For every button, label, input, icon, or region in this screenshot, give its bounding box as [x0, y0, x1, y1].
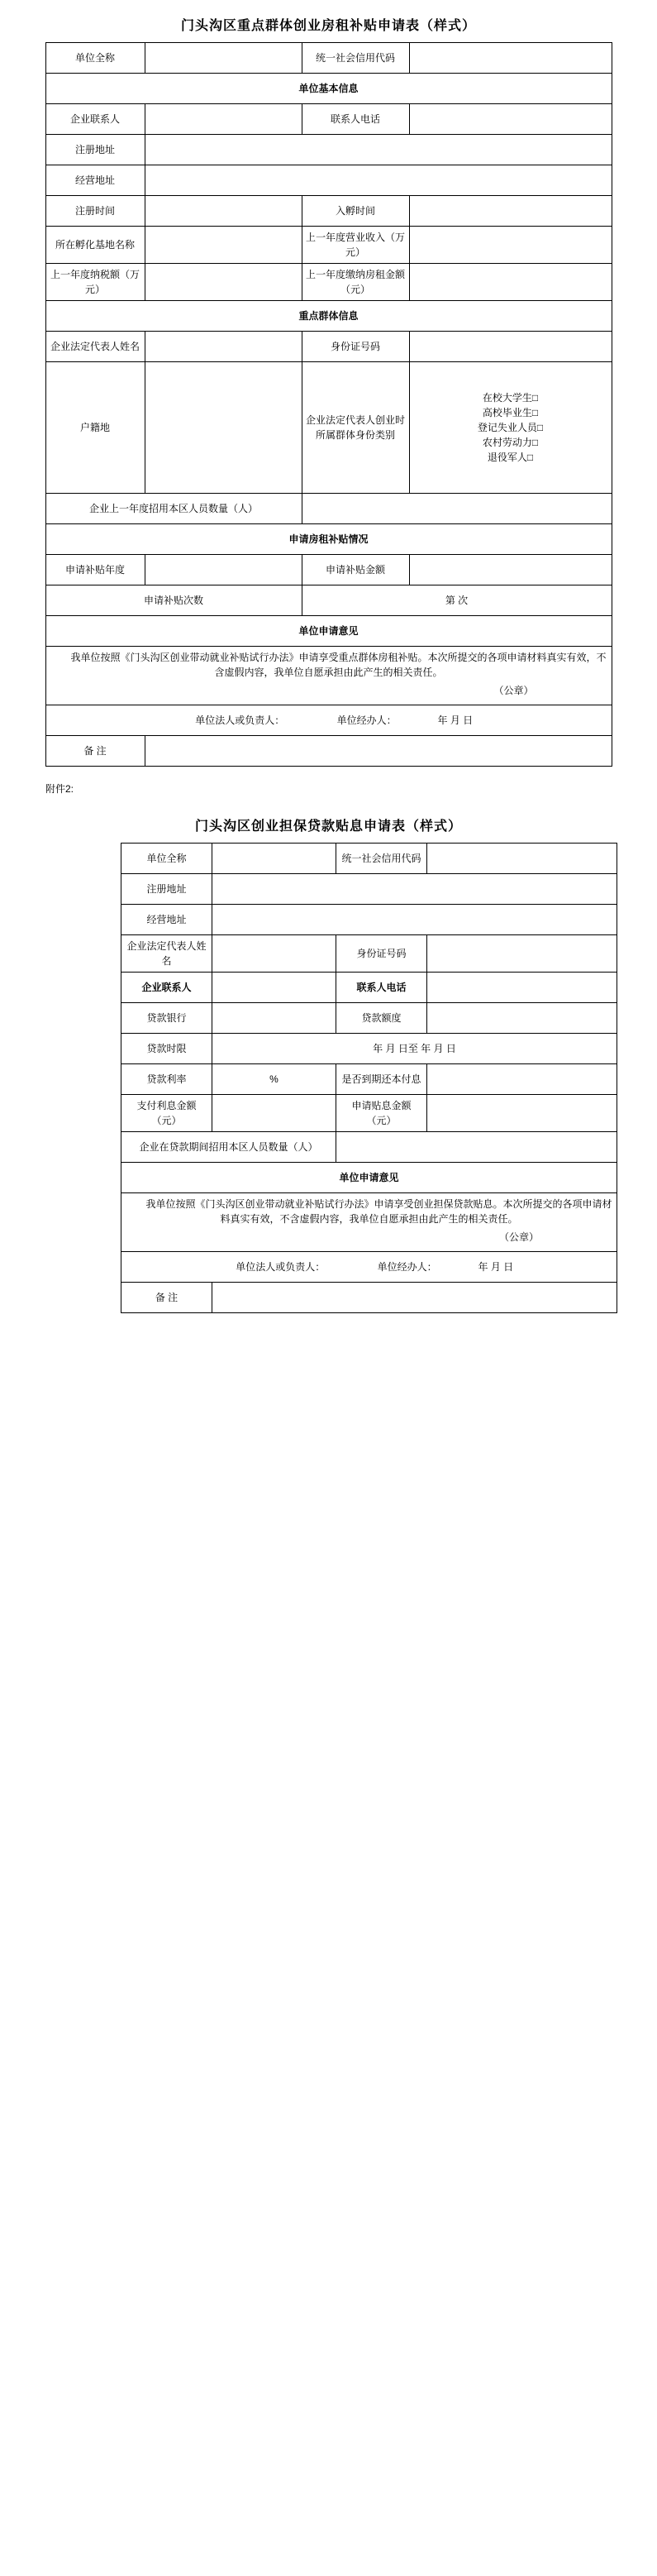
apply-year-value[interactable]: [145, 555, 302, 585]
table-row: [45, 332, 612, 362]
last-year-rent-value[interactable]: [409, 264, 612, 301]
last-year-rent-label: 上一年度缴纳房租金额（元）: [302, 264, 409, 301]
apply-interest-value[interactable]: [427, 1095, 617, 1132]
company-name-label: 单位全称: [45, 43, 145, 74]
table-row: [121, 844, 617, 874]
sign-handler-label: 单位经办人：: [336, 714, 397, 726]
loan-amount-value[interactable]: [427, 1003, 617, 1034]
table-row: [45, 301, 612, 332]
incubate-time-value[interactable]: [409, 196, 612, 227]
due-payment-value[interactable]: [427, 1064, 617, 1095]
table-row: [45, 494, 612, 524]
table-row: [45, 555, 612, 585]
bottom-spacer: [0, 1313, 657, 1341]
loan-bank-label: 贷款银行: [121, 1003, 212, 1034]
reg-address-label: 注册地址: [45, 135, 145, 165]
table-row: [45, 647, 612, 705]
table-row: [45, 43, 612, 74]
table-row: [121, 1163, 617, 1193]
table-row: [121, 1034, 617, 1064]
contact-value[interactable]: [145, 104, 302, 135]
incubate-time-label: 入孵时间: [302, 196, 409, 227]
statement-text: 我单位按照《门头沟区创业带动就业补贴试行办法》申请享受重点群体房租补贴。本次所提交的各项申请材料真实有效，不含虚假内容，我单位自愿承担由此产生的相关责任。: [70, 652, 607, 678]
apply-interest-label: 申请贴息金额（元）: [336, 1095, 427, 1132]
sign-handler-label-2: 单位经办人：: [377, 1261, 437, 1273]
section-apply-rent-subsidy: 申请房租补贴情况: [45, 524, 612, 555]
apply-amount-value[interactable]: [409, 555, 612, 585]
identity-option-2[interactable]: 登记失业人员□: [477, 422, 544, 433]
reg-address-value[interactable]: [145, 135, 612, 165]
section-unit-opinion-2: 单位申请意见: [121, 1163, 617, 1193]
reg-address-label-2: 注册地址: [121, 874, 212, 905]
table-row: [121, 1283, 617, 1313]
contact-value-2[interactable]: [212, 973, 336, 1003]
legal-person-value-2[interactable]: [212, 935, 336, 973]
biz-address-value[interactable]: [145, 165, 612, 196]
hire-count-value[interactable]: [302, 494, 612, 524]
identity-option-4[interactable]: 退役军人□: [487, 452, 534, 463]
table-row: [45, 616, 612, 647]
form-housing-subsidy: [45, 42, 612, 767]
legal-person-label-2: 企业法定代表人姓名: [121, 935, 212, 973]
household-value[interactable]: [145, 362, 302, 494]
household-label: 户籍地: [45, 362, 145, 494]
sign-legal-label-2: 单位法人或负责人：: [236, 1261, 326, 1273]
table-row: [45, 165, 612, 196]
sign-date-label: 年 月 日: [437, 714, 474, 726]
table-row: [121, 973, 617, 1003]
unit-statement: [45, 647, 612, 705]
seal-placeholder-2: （公章）: [498, 1231, 539, 1243]
incubator-label: 所在孵化基地名称: [45, 227, 145, 264]
hire-count-value-2[interactable]: [336, 1132, 617, 1163]
unit-statement-2: [121, 1193, 617, 1252]
page-document-2: [0, 801, 657, 1341]
statement-text-2: 我单位按照《门头沟区创业带动就业补贴试行办法》申请享受创业担保贷款贴息。本次所提交的各项申请材料真实有效，不含虚假内容，我单位自愿承担由此产生的相关责任。: [145, 1198, 612, 1225]
remark-value-2[interactable]: [212, 1283, 617, 1313]
signature-row-2: [121, 1252, 617, 1283]
reg-time-value[interactable]: [145, 196, 302, 227]
section-basic-info: 单位基本信息: [45, 74, 612, 104]
table-row: [45, 104, 612, 135]
credit-code-label-2: 统一社会信用代码: [336, 844, 427, 874]
page-title: 门头沟区重点群体创业房租补贴申请表（样式）: [180, 19, 476, 33]
biz-address-label-2: 经营地址: [121, 905, 212, 935]
contact-label: 企业联系人: [45, 104, 145, 135]
identity-option-3[interactable]: 农村劳动力□: [482, 437, 539, 448]
table-row: [45, 264, 612, 301]
remark-value[interactable]: [145, 736, 612, 767]
identity-type-label: 企业法定代表人创业时所属群体身份类别: [302, 362, 409, 494]
identity-option-1[interactable]: 高校毕业生□: [482, 407, 539, 418]
form-loan-interest-subsidy: [121, 843, 617, 1313]
table-row: [45, 705, 612, 736]
paid-interest-label: 支付利息金额（元）: [121, 1095, 212, 1132]
table-row: [45, 227, 612, 264]
hire-count-label: 企业上一年度招用本区人员数量（人）: [45, 494, 302, 524]
table-row: [121, 1252, 617, 1283]
table-row: [121, 1003, 617, 1034]
company-name-value-2[interactable]: [212, 844, 336, 874]
section-key-group-info: 重点群体信息: [45, 301, 612, 332]
credit-code-value-2[interactable]: [427, 844, 617, 874]
remark-label: 备 注: [45, 736, 145, 767]
contact-phone-value[interactable]: [409, 104, 612, 135]
due-payment-label: 是否到期还本付息: [336, 1064, 427, 1095]
last-year-income-label: 上一年度营业收入（万元）: [302, 227, 409, 264]
last-year-tax-label: 上一年度纳税额（万元）: [45, 264, 145, 301]
loan-rate-value[interactable]: %: [212, 1064, 336, 1095]
contact-phone-value-2[interactable]: [427, 973, 617, 1003]
id-number-label-2: 身份证号码: [336, 935, 427, 973]
seal-placeholder: （公章）: [493, 685, 534, 696]
loan-term-label: 贷款时限: [121, 1034, 212, 1064]
company-name-label-2: 单位全称: [121, 844, 212, 874]
sign-date-label-2: 年 月 日: [478, 1261, 514, 1273]
identity-type-options: [409, 362, 612, 494]
table-row: [121, 1095, 617, 1132]
signature-row: [45, 705, 612, 736]
table-row: [121, 1064, 617, 1095]
apply-year-label: 申请补贴年度: [45, 555, 145, 585]
contact-phone-label-2: 联系人电话: [336, 973, 427, 1003]
table-row: [121, 1193, 617, 1252]
credit-code-label: 统一社会信用代码: [302, 43, 409, 74]
biz-address-label: 经营地址: [45, 165, 145, 196]
contact-label-2: 企业联系人: [121, 973, 212, 1003]
apply-amount-label: 申请补贴金额: [302, 555, 409, 585]
reg-address-value-2[interactable]: [212, 874, 617, 905]
id-number-value[interactable]: [409, 332, 612, 362]
last-year-tax-value[interactable]: [145, 264, 302, 301]
apply-times-value[interactable]: 第 次: [302, 585, 612, 616]
biz-address-value-2[interactable]: [212, 905, 617, 935]
company-name-value[interactable]: [145, 43, 302, 74]
table-row: [45, 736, 612, 767]
apply-times-label: 申请补贴次数: [45, 585, 302, 616]
table-row: [45, 196, 612, 227]
incubator-value[interactable]: [145, 227, 302, 264]
last-year-income-value[interactable]: [409, 227, 612, 264]
table-row: [45, 135, 612, 165]
attachment-2-label: 附件2:: [45, 783, 74, 795]
table-row: [121, 905, 617, 935]
table-row: [121, 874, 617, 905]
table-row: [45, 524, 612, 555]
page-document-1: [0, 0, 657, 796]
loan-term-value[interactable]: 年 月 日至 年 月 日: [212, 1034, 617, 1064]
reg-time-label: 注册时间: [45, 196, 145, 227]
legal-person-label: 企业法定代表人姓名: [45, 332, 145, 362]
id-number-label: 身份证号码: [302, 332, 409, 362]
sign-legal-label: 单位法人或负责人：: [195, 714, 285, 726]
loan-bank-value[interactable]: [212, 1003, 336, 1034]
table-row: [45, 74, 612, 104]
table-row: [45, 362, 612, 494]
section-unit-opinion: 单位申请意见: [45, 616, 612, 647]
paid-interest-value[interactable]: [212, 1095, 336, 1132]
loan-rate-label: 贷款利率: [121, 1064, 212, 1095]
identity-option-0[interactable]: 在校大学生□: [482, 392, 539, 404]
hire-count-label-2: 企业在贷款期间招用本区人员数量（人）: [121, 1132, 336, 1163]
table-row: [121, 1132, 617, 1163]
credit-code-value[interactable]: [409, 43, 612, 74]
table-row: [45, 585, 612, 616]
table-row: [121, 935, 617, 973]
loan-amount-label: 贷款额度: [336, 1003, 427, 1034]
remark-label-2: 备 注: [121, 1283, 212, 1313]
page-title-2: 门头沟区创业担保贷款贴息申请表（样式）: [194, 820, 462, 834]
legal-person-value[interactable]: [145, 332, 302, 362]
contact-phone-label: 联系人电话: [302, 104, 409, 135]
id-number-value-2[interactable]: [427, 935, 617, 973]
